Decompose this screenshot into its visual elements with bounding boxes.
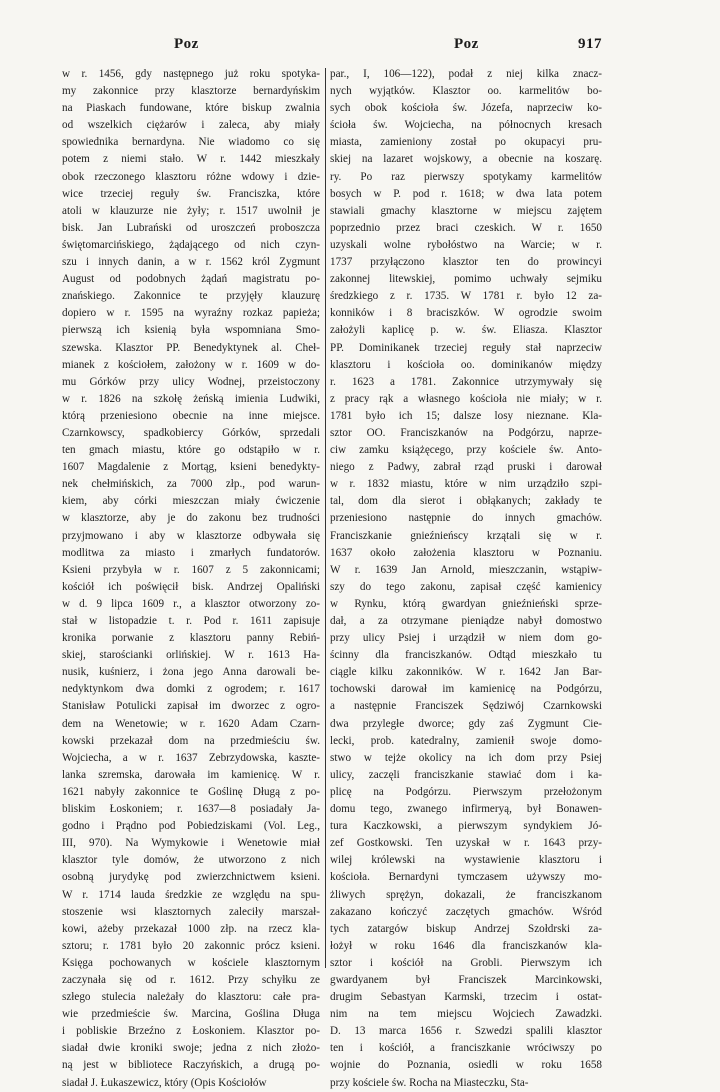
text-line: lanka szremska, darowała im kamienicę. W r. [62,768,320,781]
text-line: nim na tem miejscu Wojciech Zawadzki. [330,1008,602,1021]
text-line: przy kościele św. Rocha na Miasteczku, Sta- [330,1076,529,1089]
text-line: osobną jurydykę pod zwierzchnictwem ksieni. [62,871,320,884]
text-line: stwo w tejże okolicy na ich dom przy Psiej [330,751,602,764]
text-line: lecki, prob. katedralny, zamienił swoje domo- [330,734,602,747]
text-line: przyjmowano i aby w klasztorze odbywała się [62,529,320,542]
text-line: kościoła. Bernardyni tymczasem używszy mo- [330,871,602,884]
text-line: szłego stulecia należały do klasztoru: całe pra- [62,991,320,1004]
text-line: z pracy rąk a własnego kościoła nie miały; w r. [330,392,602,405]
text-line: nych wyjątków. Klasztor oo. karmelitów bo- [330,85,602,98]
text-line: średzkiego z r. 1735. W 1781 r. było 12 za- [330,290,602,303]
text-line: pierwszą ich ksienią była wspomniana Smo- [62,324,320,337]
text-line: bisk. Jan Lubrański od uroszczeń proboszcza [62,221,320,234]
text-line: konników i 8 braciszków. W ogrodzie swoim [330,307,602,320]
text-line: bosych w P. pod r. 1618; w dwa lata potem [330,187,602,200]
text-line: potem z niemi stało. W r. 1442 mieszkały [62,153,320,166]
text-line: ciw zamku książęcego, przy kościele św. Anto- [330,444,602,457]
left-text-column [62,66,320,1092]
page-number: 917 [578,36,602,52]
text-line: nusik, kuśnierz, i żona jego Anna darowali be- [62,666,320,679]
text-line: wilej królewski na wystawienie klasztoru i [330,854,602,867]
text-line: wojnie do Poznania, osiedli w roku 1658 [330,1059,602,1072]
text-line: na Piaskach fundowane, które biskup zwalnia [62,102,320,115]
text-line: klasztoru i kościoła oo. dominikanów między [330,358,602,371]
text-line: obok rzeczonego klasztoru różne wdowy i dzie- [62,170,320,183]
text-line: szy do tego zakonu, zapisał część kamienicy [330,580,602,593]
text-line: ulicy, zaczęli franciszkanie stawiać dom i ka- [330,768,602,781]
text-line: Czarnkowscy, spadkobiercy Górków, sprzedali [62,426,320,439]
text-line: w r. 1832 miastu, które w nim urządziło szpi- [330,478,602,491]
text-line: miasta, zamieniony został po okupacyi pru- [330,136,602,149]
text-line: tochowski darował im kamienicę na Podgórzu, [330,683,602,696]
text-line: dwa przyległe dworce; gdy zaś Zygmunt Cie- [330,717,602,730]
text-line: nedyktynkom dwa domki z ogrodem; r. 1617 [62,683,320,696]
text-line: wice trzeciej reguły św. Franciszka, które [62,187,320,200]
text-line: bliskim Łoskoniem; r. 1637—8 posiadały Ja- [62,803,320,816]
right-text-column [330,66,602,1092]
text-line: stawiali gmachy klasztorne w miejscu zajętem [330,204,602,217]
text-line: plicę na Podgórzu. Pierwszym przełożonym [330,785,602,798]
left-running-head: Poz [174,36,199,52]
right-running-head: Poz [454,36,479,52]
text-line: D. 13 marca 1656 r. Szwedzi spalili klasztor [330,1025,602,1038]
text-line: dał, a za otrzymane pieniądze nabył domostwo [330,615,602,627]
text-line: modlitwa za miasto i zmarłych fundatorów. [62,546,320,559]
text-line: w d. 9 lipca 1609 r., a klasztor otworzony zo- [62,597,320,610]
text-line: kiem, aby córki mieszczan miały ćwiczenie [62,495,320,508]
text-line: sych obok kościoła św. Józefa, naprzeciw ko- [330,102,602,115]
text-line: stał w listopadzie t. r. Pod r. 1611 zapisuje [62,615,320,627]
text-line: zakazano kończyć zaczętych gmachów. Wśród [330,905,602,918]
text-line: którą przeniesiono obecnie na inne miejsce. [62,409,320,422]
text-line: sztoru; r. 1781 było 20 zakonnic prócz ksieni. [62,939,320,952]
text-line: od wszelkich ciężarów i zaleca, aby miały [62,119,320,132]
text-line: łożył w roku 1646 dla franciszkanów kla- [330,939,602,952]
text-line: w r. 1456, gdy następnego już roku spotyka- [62,68,320,80]
text-line: tych zatargów biskup Andrzej Szołdrski za- [330,922,602,935]
text-line: sztor i kościół na Grobli. Pierwszym ich [330,956,602,969]
text-line: tura Kaczkowski, a pierwszym syndykiem Jó- [330,820,602,833]
text-line: 1781 było ich 15; dalsze losy nieznane. Kla- [330,409,602,422]
text-line: Ksieni przybyła w r. 1607 z 5 zakonnicami; [62,563,320,576]
text-line: zef Gostkowski. Ten uzyskał w r. 1643 przy- [330,837,602,850]
text-line: atoli w klauzurze nie żyły; r. 1517 uwolnił je [62,204,320,217]
text-line: spowiednika bernardyna. Nie wiadomo co się [62,136,320,149]
text-line: skiej, starościanki orlińskiej. W r. 1613 Ha- [62,649,320,662]
text-line: gwardyanem był Franciszek Marcinkowski, [330,973,602,986]
text-line: uzyskali wolne rybołóstwo na Warcie; w r. [330,238,602,251]
text-line: sztor OO. Franciszkanów na Podgórzu, naprze- [330,426,602,439]
text-line: i pobliskie Brzeźno z Łoskoniem. Klasztor po- [62,1025,320,1038]
text-line: przy ulicy Psiej i urządził w niem dom go- [330,632,602,645]
text-line: żliwych sprężyn, dokazali, że franciszkanom [330,888,602,901]
text-line: 1637 około założenia klasztoru w Poznaniu. [330,546,602,559]
text-line: W r. 1714 lauda średzkie ze względu na spu- [62,888,320,901]
text-line: ry. Po raz pierwszy spotykamy karmelitów [330,170,602,183]
text-line: my zakonnice przy klasztorze bernardyńskim [62,85,320,98]
text-line: siadał dwie kroniki swoje; jedna z nich złożo- [62,1042,320,1055]
text-line: kościół ich poświęcił bisk. Andrzej Opaliński [62,580,320,593]
text-line: ścinny dla franciszkanów. Odtąd mieszkało tu [330,649,602,662]
text-line: dem na Wenetowie; w r. 1620 Adam Czarn- [62,717,320,730]
text-line: siadał J. Łukaszewicz, który (Opis Kościołów [62,1076,267,1089]
text-line: Księga pochowanych w kościele klasztornym [62,956,320,969]
text-line: poprzednio przez braci czeskich. W r. 1650 [330,221,602,234]
text-line: Franciszkanie gnieźnieńscy krzątali się w r. [330,529,602,542]
text-line: a następnie Franciszek Sędziwój Czarnkowski [330,700,602,713]
column-divider [325,68,326,968]
text-line: PP. Dominikanek trzeciej reguły stał naprzeciw [330,341,602,354]
text-line: w Rynku, którą gwardyan gnieźnieński sprze- [330,597,602,610]
text-line: szu i innych danin, a w r. 1562 król Zygmunt [62,256,320,269]
text-line: godno i Prądno pod Pobiedziskami (Vol. Leg., [62,820,320,833]
text-line: August od podobnych żądań magistratu po- [62,273,320,286]
text-line: mianek z kościołem, założony w r. 1609 w do- [62,358,320,371]
text-line: dopiero w r. 1595 na wyraźny rozkaz papieża; [62,307,320,320]
text-line: zakonnej litewskiej, pomimo uchwały sejmiku [330,273,602,286]
text-line: kowi, ażeby przekazał 1000 złp. na rzecz kla- [62,922,320,935]
text-line: III, 970). Na Wymykowie i Wenetowie miał [62,837,320,850]
text-line: Stanisław Potulicki zapisał im dworzec z ogro- [62,700,320,713]
text-line: drugim Sebastyan Karmski, trzecim i ostat- [330,991,602,1004]
text-line: ciągle kilku zakonników. W r. 1642 Jan Bar- [330,666,602,679]
text-line: niego z Padwy, zabrał rząd pruski i darował [330,461,602,474]
text-line: stoszenie wsi klasztornych zaleciły marszał- [62,905,320,918]
text-line: świętomarcińskiego, żądającego od nich czyn- [62,238,320,251]
text-line: ścioła św. Wojciecha, na północnych kresach [330,119,602,132]
text-line: w klasztorze, aby je do zakonu bez trudności [62,512,320,525]
text-line: znańskiego. Zakonnice te przyjęły klauzurę [62,290,320,303]
text-line: wie przedmieście św. Marcina, Goślina Długa [62,1008,320,1021]
text-line: Wojciecha, a w r. 1637 Zebrzydowska, kaszte- [62,751,320,764]
text-line: nek chełmińskich, za 7000 złp., pod warun- [62,478,320,491]
text-line: klasztor tyle domów, że utworzono z nich [62,854,320,867]
text-line: W r. 1639 Jan Arnold, mieszczanin, wstąpiw- [330,563,602,576]
text-line: przeniesiono następnie do innych gmachów. [330,512,602,525]
text-line: ten gmach miastu, które go odstąpiło w r. [62,444,320,457]
text-line: założyli kaplicę p. w. św. Eliasza. Klasztor [330,324,602,337]
text-line: w r. 1826 na szkołę żeńską imienia Ludwiki, [62,392,320,405]
text-line: szewska. Klasztor PP. Benedyktynek al. Cheł- [62,341,320,354]
text-line: skiej na lazaret wojskowy, a obecnie na koszarę. [330,153,602,166]
text-line: domu tego, zwanego infirmeryą, był Bonawen- [330,803,602,816]
text-line: 1621 nabyły zakonnice te Goślinę Długą z po- [62,785,320,798]
text-line: kronika porwanie z klasztoru panny Rebiń- [62,632,320,645]
text-line: 1607 Magdalenie z Mortąg, ksieni benedykty- [62,461,320,474]
text-line: par., I, 106—122), podał z niej kilka znacz- [330,68,602,80]
text-line: ną jest w bibliotece Raczyńskich, a drugą po- [62,1059,320,1072]
text-line: ten i kościół, a franciszkanie wróciwszy po [330,1042,602,1055]
text-line: zaczynała się od r. 1612. Przy schyłku ze [62,973,320,986]
text-line: mu Górków przy ulicy Wodnej, przeistoczony [62,375,320,388]
text-line: tal, dom dla sierot i obłąkanych; zakłady te [330,495,602,508]
text-line: kowski przekazał dom na przedmieściu św. [62,734,320,747]
text-line: r. 1623 a 1781. Zakonnice utrzymywały się [330,375,602,388]
text-line: 1737 przyłączono klasztor ten do prowincyi [330,256,602,269]
